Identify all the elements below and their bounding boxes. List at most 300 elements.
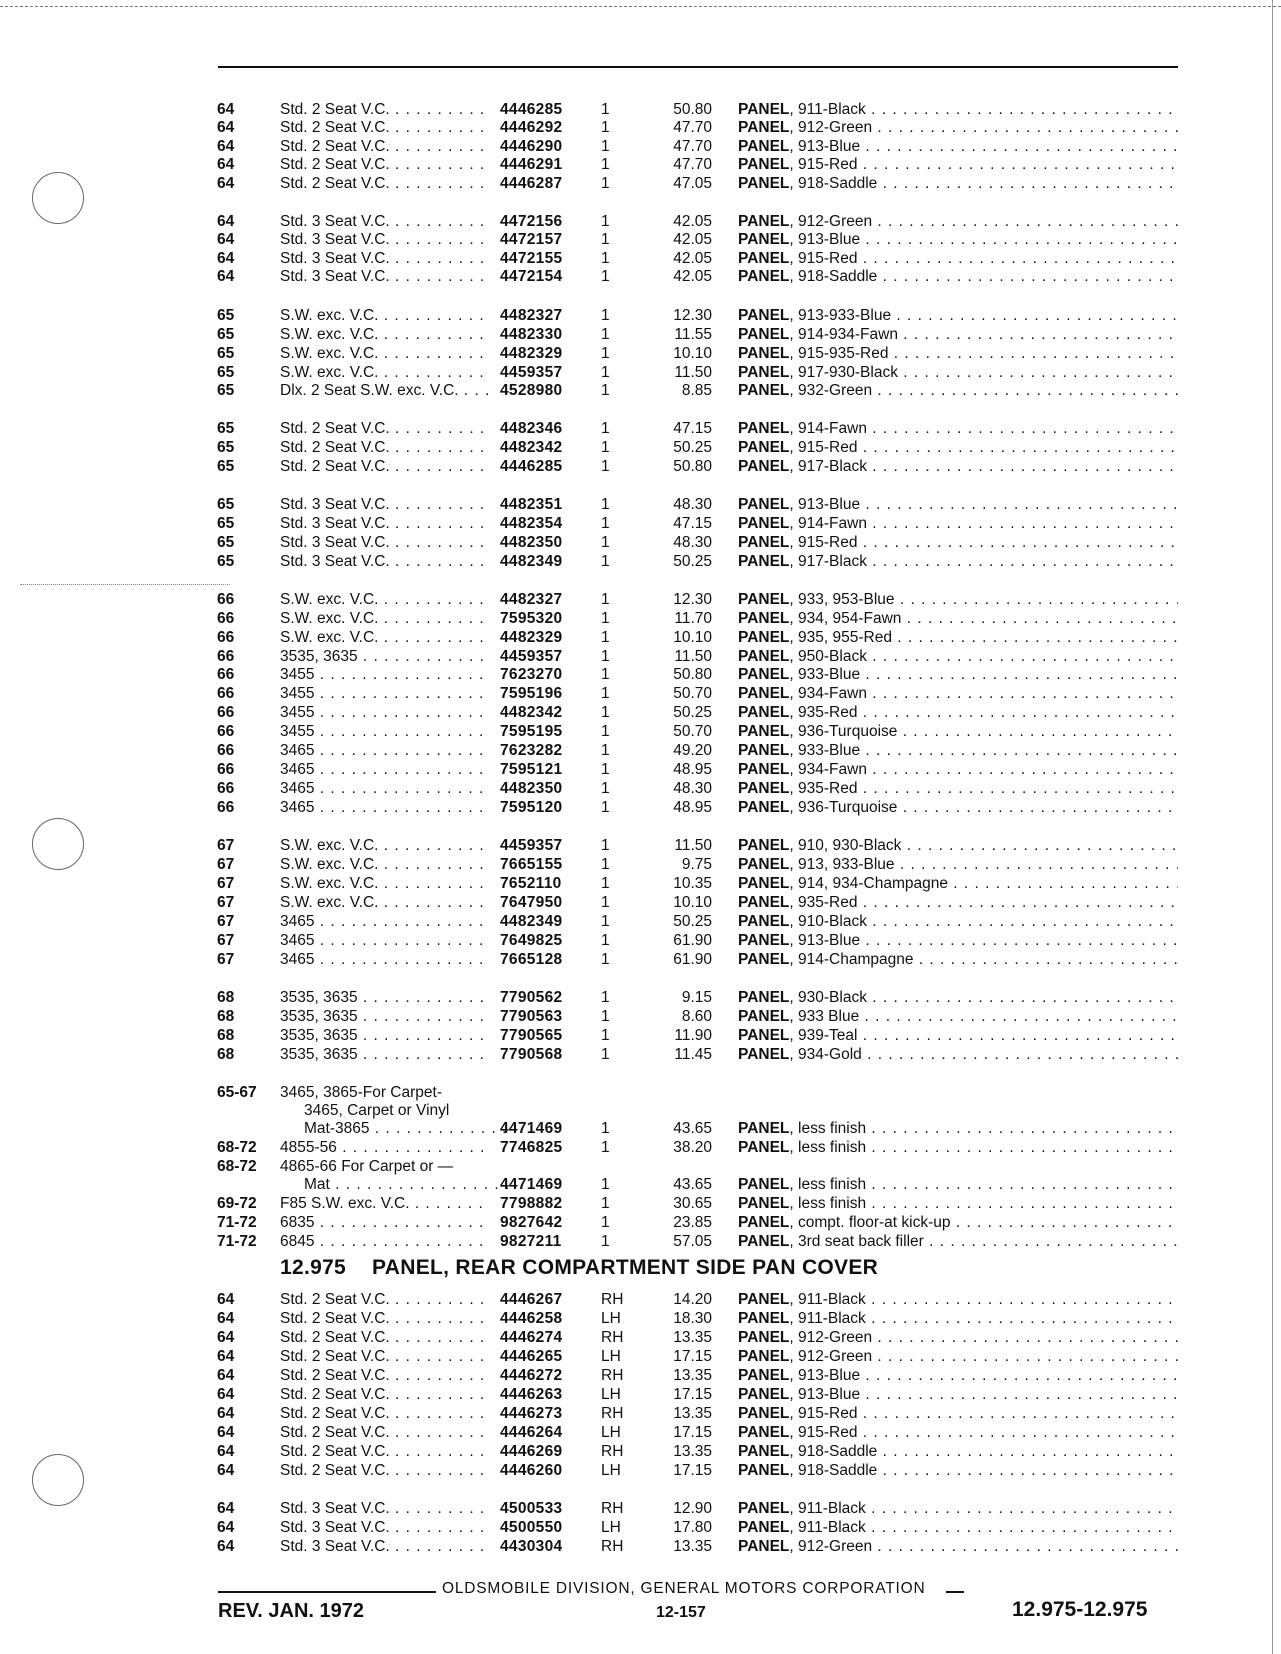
year-cell: 64 — [217, 1386, 235, 1403]
quantity-cell: 1 — [601, 1008, 610, 1025]
table-row — [0, 514, 1281, 533]
description-text: 3rd seat back filler — [798, 1233, 924, 1250]
separator: , — [789, 175, 799, 192]
quantity-cell: 1 — [601, 913, 610, 930]
separator: , — [789, 553, 799, 570]
panel-label: PANEL — [738, 761, 790, 778]
description-text: 935, 955-Red — [798, 629, 892, 646]
panel-label: PANEL — [738, 534, 790, 551]
footer-corporation: OLDSMOBILE DIVISION, GENERAL MOTORS CORPORATION — [442, 1580, 926, 1597]
description-text: 939-Teal — [798, 1027, 858, 1044]
price-cell: 11.55 — [674, 326, 712, 343]
separator: , — [789, 1348, 799, 1365]
year-cell: 66 — [217, 780, 235, 797]
table-row — [0, 230, 1281, 249]
quantity-cell: 1 — [601, 1139, 610, 1156]
separator: , — [789, 1046, 799, 1063]
description-text: 932-Green — [798, 382, 873, 399]
year-cell: 64 — [217, 1519, 235, 1536]
part-number-cell: 4528980 — [500, 382, 563, 399]
part-number-cell: 4446291 — [500, 156, 563, 173]
panel-label: PANEL — [738, 989, 790, 1006]
model-cell: Std. 3 Seat V.C. . . . — [280, 533, 488, 552]
panel-label: PANEL — [738, 553, 790, 570]
quantity-cell: 1 — [601, 101, 610, 118]
quantity-cell: 1 — [601, 723, 610, 740]
year-cell: 66 — [217, 799, 235, 816]
quantity-cell: 1 — [601, 534, 610, 551]
separator: , — [789, 799, 799, 816]
panel-label: PANEL — [738, 1538, 790, 1555]
model-cell: 4865-66 For Carpet or — — [280, 1158, 454, 1175]
part-number-cell: 4482349 — [500, 553, 563, 570]
price-cell: 57.05 — [673, 1233, 712, 1250]
description-text: 935-Red — [798, 894, 858, 911]
part-number-cell: 4472154 — [500, 268, 563, 285]
year-cell: 66 — [217, 742, 235, 759]
quantity-cell: 1 — [601, 156, 610, 173]
year-cell: 68 — [217, 1046, 235, 1063]
price-cell: 13.35 — [673, 1538, 712, 1555]
quantity-cell: 1 — [601, 856, 610, 873]
year-cell: 65 — [217, 364, 235, 381]
panel-label: PANEL — [738, 213, 790, 230]
description-cell — [738, 1499, 1178, 1518]
panel-label: PANEL — [738, 704, 790, 721]
description-cell — [738, 1518, 1178, 1537]
separator: , — [789, 1233, 799, 1250]
part-number-cell: 7595195 — [500, 723, 563, 740]
description-text: 914-Fawn — [798, 420, 867, 437]
year-cell: 65 — [217, 496, 235, 513]
panel-label: PANEL — [738, 856, 790, 873]
description-cell — [738, 137, 1178, 156]
part-number-cell: 4482350 — [500, 534, 563, 551]
model-cell: Mat . . . — [304, 1175, 512, 1194]
part-number-cell: 4446258 — [500, 1310, 563, 1327]
table-row — [0, 684, 1281, 703]
model-cell: S.W. exc. V.C. . . . — [280, 628, 488, 647]
model-cell: Std. 3 Seat V.C. . . . — [280, 1537, 488, 1556]
description-cell — [738, 267, 1178, 286]
model-cell: Std. 2 Seat V.C. . . . — [280, 1385, 488, 1404]
model-cell: 3465, 3865-For Carpet- — [280, 1084, 442, 1101]
table-row — [0, 212, 1281, 231]
description-cell — [738, 552, 1178, 571]
description-text: 913-Blue — [798, 1367, 861, 1384]
separator: , — [789, 1329, 799, 1346]
table-row — [0, 1328, 1281, 1347]
price-cell: 11.50 — [674, 364, 712, 381]
separator: , — [789, 856, 799, 873]
quantity-cell: RH — [601, 1329, 624, 1346]
price-cell: 9.75 — [681, 856, 712, 873]
table-row — [0, 363, 1281, 382]
year-cell: 66 — [217, 704, 235, 721]
separator: , — [789, 1386, 799, 1403]
panel-label: PANEL — [738, 268, 790, 285]
panel-label: PANEL — [738, 742, 790, 759]
description-cell — [738, 1045, 1178, 1064]
description-text: 918-Saddle — [798, 1462, 878, 1479]
panel-label: PANEL — [738, 629, 790, 646]
price-cell: 12.30 — [673, 307, 712, 324]
description-cell — [738, 647, 1178, 666]
separator: , — [789, 458, 799, 475]
table-row — [0, 874, 1281, 893]
quantity-cell: 1 — [601, 231, 610, 248]
panel-label: PANEL — [738, 1519, 790, 1536]
footer-revision: REV. JAN. 1972 — [218, 1600, 365, 1622]
panel-label: PANEL — [738, 723, 790, 740]
model-cell: Std. 2 Seat V.C. . . . — [280, 1328, 488, 1347]
price-cell: 11.90 — [674, 1027, 712, 1044]
quantity-cell: 1 — [601, 894, 610, 911]
footer-page-number: 12-157 — [656, 1604, 706, 1621]
part-number-cell: 4446272 — [500, 1367, 563, 1384]
quantity-cell: 1 — [601, 268, 610, 285]
year-cell: 71-72 — [217, 1233, 257, 1250]
panel-label: PANEL — [738, 685, 790, 702]
description-cell — [738, 174, 1178, 193]
description-text: 912-Green — [798, 1329, 873, 1346]
description-cell — [738, 1309, 1178, 1328]
separator: , — [789, 326, 799, 343]
part-number-cell: 4482350 — [500, 780, 563, 797]
quantity-cell: 1 — [601, 629, 610, 646]
part-number-cell: 4472155 — [500, 250, 563, 267]
description-cell — [738, 249, 1178, 268]
year-cell: 64 — [217, 268, 235, 285]
description-cell — [738, 855, 1178, 874]
year-cell: 66 — [217, 666, 235, 683]
quantity-cell: RH — [601, 1291, 624, 1308]
description-text: 934-Fawn — [798, 761, 867, 778]
table-row — [0, 344, 1281, 363]
model-cell: Std. 2 Seat V.C. . . . — [280, 137, 488, 156]
panel-label: PANEL — [738, 231, 790, 248]
table-row — [0, 1385, 1281, 1404]
quantity-cell: 1 — [601, 1214, 610, 1231]
description-cell — [738, 665, 1178, 684]
part-number-cell: 7595196 — [500, 685, 563, 702]
table-row — [0, 1537, 1281, 1556]
description-text: 912-Green — [798, 119, 873, 136]
panel-label: PANEL — [738, 175, 790, 192]
year-cell: 67 — [217, 932, 235, 949]
description-text: 912-Green — [798, 213, 873, 230]
year-cell: 65 — [217, 534, 235, 551]
table-row — [0, 1045, 1281, 1064]
description-text: compt. floor-at kick-up — [798, 1214, 951, 1231]
model-cell: Std. 2 Seat V.C. . . . — [280, 118, 488, 137]
part-number-cell: 7798882 — [500, 1195, 563, 1212]
year-cell: 64 — [217, 175, 235, 192]
model-cell: Std. 3 Seat V.C. . . . — [280, 1499, 488, 1518]
table-row — [0, 722, 1281, 741]
quantity-cell: 1 — [601, 780, 610, 797]
description-cell — [738, 533, 1178, 552]
part-number-cell: 4446267 — [500, 1291, 563, 1308]
table-row — [0, 798, 1281, 817]
table-row — [0, 950, 1281, 969]
description-cell — [738, 1404, 1178, 1423]
separator: , — [789, 875, 799, 892]
table-row — [0, 590, 1281, 609]
model-cell: F85 S.W. exc. V.C. . . . — [280, 1194, 488, 1213]
price-cell: 43.65 — [673, 1176, 712, 1193]
quantity-cell: 1 — [601, 1120, 610, 1137]
separator: , — [789, 742, 799, 759]
table-row — [0, 1518, 1281, 1537]
quantity-cell: 1 — [601, 515, 610, 532]
separator: , — [789, 704, 799, 721]
quantity-cell: 1 — [601, 648, 610, 665]
table-row — [0, 912, 1281, 931]
price-cell: 30.65 — [673, 1195, 712, 1212]
part-number-cell: 4446285 — [500, 101, 563, 118]
part-number-cell: 4459357 — [500, 364, 563, 381]
part-number-cell: 4446260 — [500, 1462, 563, 1479]
model-cell: 3455 . . . — [280, 703, 488, 722]
price-cell: 47.70 — [673, 156, 712, 173]
model-cell: Std. 2 Seat V.C. . . . — [280, 174, 488, 193]
table-row — [0, 1213, 1281, 1232]
description-cell — [738, 1461, 1178, 1480]
description-cell — [738, 1213, 1178, 1232]
description-text: 935-Red — [798, 780, 858, 797]
description-cell — [738, 609, 1178, 628]
year-cell: 66 — [217, 761, 235, 778]
panel-label: PANEL — [738, 1139, 790, 1156]
description-text: 911-Black — [798, 1500, 866, 1517]
price-cell: 11.50 — [674, 837, 712, 854]
model-cell: Std. 2 Seat V.C. . . . — [280, 1404, 488, 1423]
quantity-cell: 1 — [601, 989, 610, 1006]
part-number-cell: 4446287 — [500, 175, 563, 192]
description-text: 917-930-Black — [798, 364, 898, 381]
description-cell — [738, 836, 1178, 855]
quantity-cell: RH — [601, 1405, 624, 1422]
description-text: 936-Turquoise — [798, 799, 898, 816]
panel-label: PANEL — [738, 1443, 790, 1460]
part-number-cell: 7790565 — [500, 1027, 563, 1044]
separator: , — [789, 1214, 799, 1231]
quantity-cell: 1 — [601, 1176, 610, 1193]
price-cell: 50.80 — [673, 101, 712, 118]
part-number-cell: 4482342 — [500, 704, 563, 721]
separator: , — [789, 156, 799, 173]
year-cell: 66 — [217, 610, 235, 627]
description-text: 934-Fawn — [798, 685, 867, 702]
panel-label: PANEL — [738, 101, 790, 118]
price-cell: 13.35 — [673, 1367, 712, 1384]
table-row — [0, 1175, 1281, 1194]
year-cell: 65 — [217, 307, 235, 324]
price-cell: 10.35 — [673, 875, 712, 892]
year-cell: 68 — [217, 1008, 235, 1025]
panel-label: PANEL — [738, 1291, 790, 1308]
price-cell: 43.65 — [673, 1120, 712, 1137]
year-cell: 64 — [217, 1443, 235, 1460]
price-cell: 48.30 — [673, 496, 712, 513]
year-cell: 64 — [217, 250, 235, 267]
description-text: 915-Red — [798, 1405, 858, 1422]
quantity-cell: 1 — [601, 439, 610, 456]
model-cell: Dlx. 2 Seat S.W. exc. V.C. . . . — [280, 381, 488, 400]
separator: , — [789, 837, 799, 854]
table-row — [0, 1442, 1281, 1461]
quantity-cell: 1 — [601, 761, 610, 778]
model-cell: Std. 2 Seat V.C. . . . — [280, 100, 488, 119]
separator: , — [789, 439, 799, 456]
price-cell: 12.90 — [673, 1500, 712, 1517]
model-cell: S.W. exc. V.C. . . . — [280, 836, 488, 855]
quantity-cell: 1 — [601, 591, 610, 608]
price-cell: 18.30 — [673, 1310, 712, 1327]
year-cell: 64 — [217, 1329, 235, 1346]
description-text: less finish — [798, 1139, 867, 1156]
price-cell: 13.35 — [673, 1329, 712, 1346]
part-number-cell: 7623270 — [500, 666, 563, 683]
panel-label: PANEL — [738, 364, 790, 381]
part-number-cell: 7595121 — [500, 761, 563, 778]
price-cell: 11.45 — [674, 1046, 712, 1063]
description-cell — [738, 760, 1178, 779]
panel-label: PANEL — [738, 1233, 790, 1250]
price-cell: 13.35 — [673, 1443, 712, 1460]
year-cell: 64 — [217, 213, 235, 230]
description-text: 910, 930-Black — [798, 837, 902, 854]
price-cell: 9.15 — [681, 989, 712, 1006]
model-cell: Std. 2 Seat V.C. . . . — [280, 1461, 488, 1480]
description-cell — [738, 798, 1178, 817]
description-cell — [738, 212, 1178, 231]
year-cell: 69-72 — [217, 1195, 257, 1212]
quantity-cell: 1 — [601, 837, 610, 854]
part-number-cell: 4446292 — [500, 119, 563, 136]
description-cell — [738, 912, 1178, 931]
quantity-cell: 1 — [601, 250, 610, 267]
separator: , — [789, 1291, 799, 1308]
panel-label: PANEL — [738, 610, 790, 627]
year-cell: 67 — [217, 856, 235, 873]
section-heading — [280, 1256, 878, 1280]
quantity-cell: 1 — [601, 420, 610, 437]
separator: , — [789, 666, 799, 683]
separator: , — [789, 648, 799, 665]
year-cell: 68-72 — [217, 1158, 257, 1175]
panel-label: PANEL — [738, 1120, 790, 1137]
model-cell: 6845 . . . — [280, 1232, 488, 1251]
separator: , — [789, 515, 799, 532]
price-cell: 61.90 — [673, 932, 712, 949]
separator: , — [789, 1139, 799, 1156]
part-number-cell: 4471469 — [500, 1120, 563, 1137]
year-cell: 64 — [217, 101, 235, 118]
quantity-cell: LH — [601, 1348, 621, 1365]
description-cell — [738, 1385, 1178, 1404]
description-text: 915-935-Red — [798, 345, 889, 362]
year-cell: 68 — [217, 1027, 235, 1044]
description-cell — [738, 779, 1178, 798]
part-number-cell: 4482351 — [500, 496, 563, 513]
table-row — [0, 665, 1281, 684]
description-text: 912-Green — [798, 1348, 873, 1365]
year-cell: 66 — [217, 648, 235, 665]
price-cell: 47.70 — [673, 138, 712, 155]
year-cell: 65 — [217, 382, 235, 399]
year-cell: 64 — [217, 1538, 235, 1555]
model-cell: S.W. exc. V.C. . . . — [280, 325, 488, 344]
table-row — [0, 1026, 1281, 1045]
model-cell: Std. 3 Seat V.C. . . . — [280, 495, 488, 514]
footer-rule-left — [218, 1591, 436, 1593]
panel-label: PANEL — [738, 307, 790, 324]
quantity-cell: 1 — [601, 345, 610, 362]
price-cell: 50.25 — [673, 553, 712, 570]
panel-label: PANEL — [738, 345, 790, 362]
description-cell — [738, 1290, 1178, 1309]
year-cell: 67 — [217, 951, 235, 968]
quantity-cell: RH — [601, 1538, 624, 1555]
part-number-cell: 7790563 — [500, 1008, 563, 1025]
model-cell: Std. 2 Seat V.C. . . . — [280, 1290, 488, 1309]
model-cell: 3465 . . . — [280, 779, 488, 798]
quantity-cell: RH — [601, 1500, 624, 1517]
quantity-cell: 1 — [601, 1195, 610, 1212]
description-cell — [738, 325, 1178, 344]
year-cell: 68-72 — [217, 1139, 257, 1156]
separator: , — [789, 496, 799, 513]
panel-label: PANEL — [738, 250, 790, 267]
separator: , — [789, 1424, 799, 1441]
quantity-cell: 1 — [601, 1233, 610, 1250]
table-row — [0, 552, 1281, 571]
table-row — [0, 100, 1281, 119]
table-row — [0, 137, 1281, 156]
quantity-cell: 1 — [601, 875, 610, 892]
table-row — [0, 457, 1281, 476]
description-text: 915-Red — [798, 439, 858, 456]
panel-label: PANEL — [738, 138, 790, 155]
table-row — [0, 174, 1281, 193]
separator: , — [789, 1538, 799, 1555]
table-row — [0, 1290, 1281, 1309]
model-cell: 3465 . . . — [280, 760, 488, 779]
separator: , — [789, 420, 799, 437]
description-cell — [738, 363, 1178, 382]
section-number: 12.975 — [280, 1256, 347, 1279]
table-row — [0, 931, 1281, 950]
panel-label: PANEL — [738, 932, 790, 949]
price-cell: 10.10 — [673, 629, 712, 646]
description-cell — [738, 457, 1178, 476]
price-cell: 10.10 — [673, 894, 712, 911]
separator: , — [789, 723, 799, 740]
part-number-cell: 4482349 — [500, 913, 563, 930]
separator: , — [789, 685, 799, 702]
description-cell — [738, 155, 1178, 174]
model-cell: 3535, 3635 . . . — [280, 1007, 488, 1026]
quantity-cell: LH — [601, 1424, 621, 1441]
year-cell: 65 — [217, 553, 235, 570]
model-cell: Std. 2 Seat V.C. . . . — [280, 419, 488, 438]
panel-label: PANEL — [738, 1008, 790, 1025]
panel-label: PANEL — [738, 591, 790, 608]
year-cell: 65 — [217, 326, 235, 343]
description-text: 915-Red — [798, 156, 858, 173]
